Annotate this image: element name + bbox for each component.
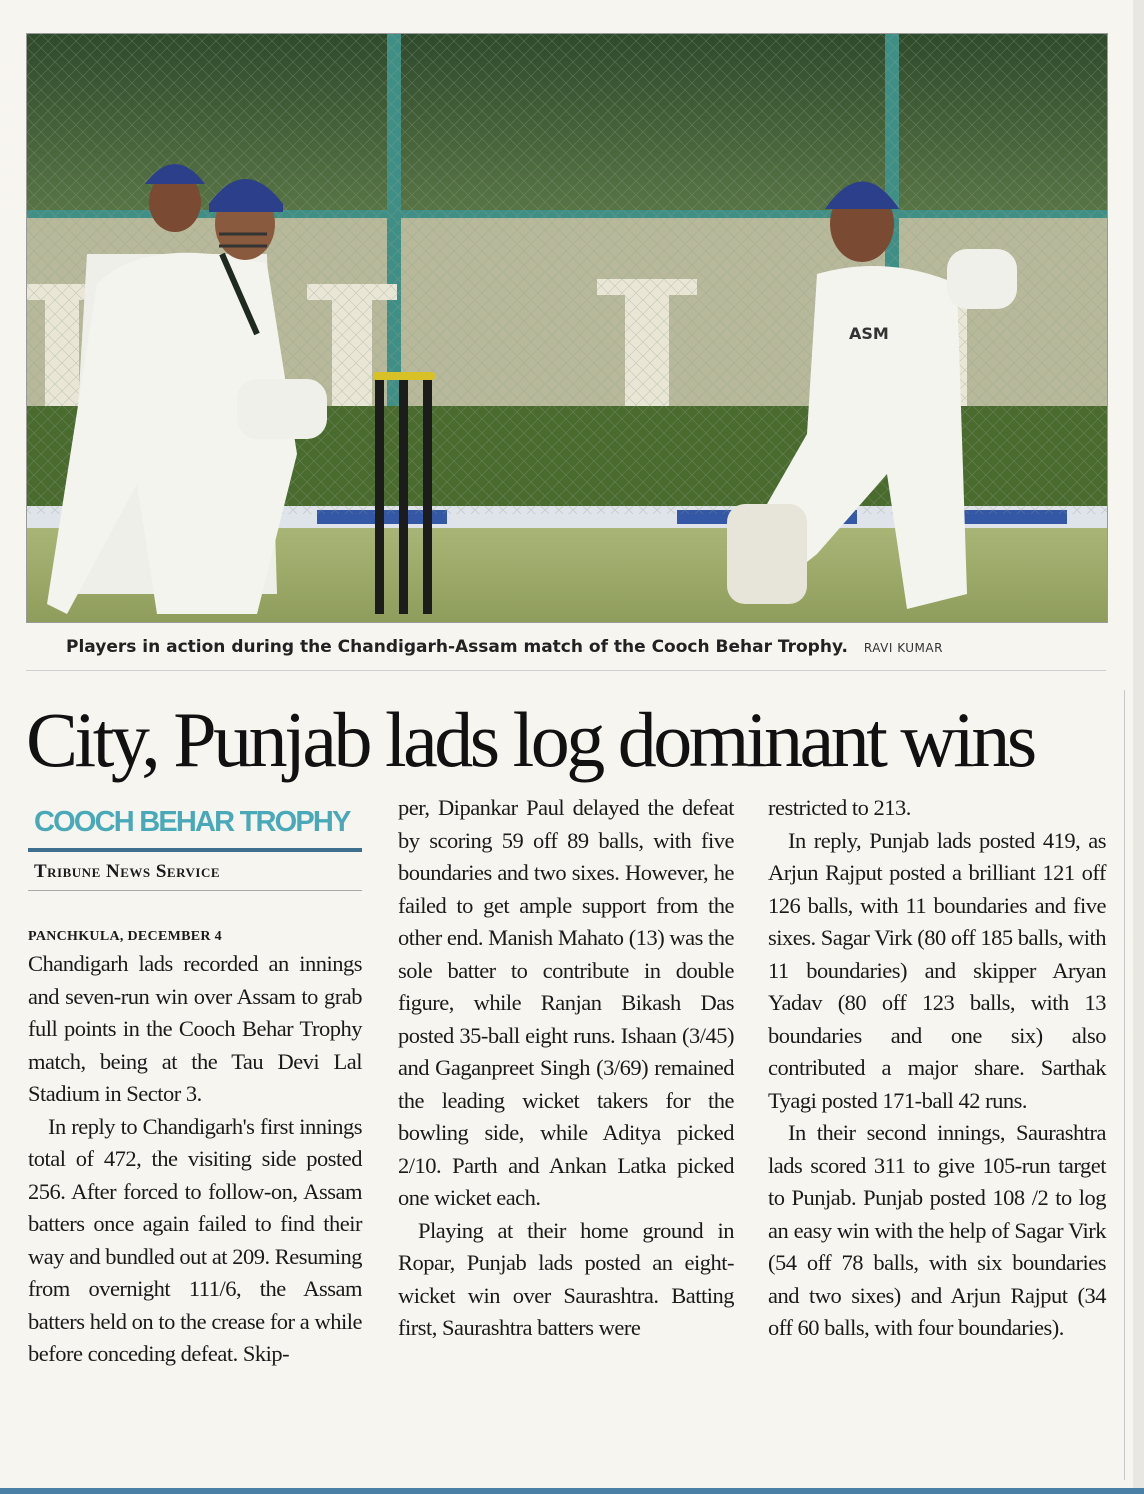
paragraph: In reply, Punjab lads posted 419, as Arjun Rajput posted a brilliant 121 off 126 balls, with 11 boundaries and five sixes. Sagar Virk (80 off 185 balls, with 11 boundaries) and skipper Aryan Yadav (80 off 123 balls, with 13 boundaries and one six) also contributed a major share. Sarthak Tyagi posted 171-ball 42 runs. [768, 827, 1106, 1113]
byline-divider [28, 890, 362, 891]
column-side-rule [1124, 690, 1125, 1480]
headline: City, Punjab lads log dominant wins [26, 696, 1034, 783]
photo-caption [26, 630, 1106, 664]
caption-divider [26, 670, 1106, 671]
section-kicker: COOCH BEHAR TROPHY [28, 800, 362, 852]
paragraph: restricted to 213. [768, 795, 911, 820]
caption-text: Players in action during the Chandigarh-Assam match of the Cooch Behar Trophy. [66, 637, 848, 657]
paragraph: per, Dipankar Paul delayed the defeat by scoring 59 off 89 balls, with five boundaries and two sixes. However, he failed to get ample support from the other end. Manish Mahato (13) was the sole batter to contribute in double figure, while Ranjan Bikash Das posted 35-ball eight runs. Ishaan (3/45) and Gaganpreet Singh (3/69) remained the leading wicket takers for the bowling side, while Aditya picked 2/10. Parth and Ankan Latka picked one wicket each. [398, 795, 734, 1210]
page-edge-strip [1133, 0, 1144, 1494]
paragraph: In reply to Chandigarh's first innings total of 472, the visiting side posted 256. After forced to follow-on, Assam batters once again failed to find their way and bundled out at 209. Resuming from overnight 111/6, the Assam batters held on to the crease for a while before conceding defeat. Skip- [28, 1113, 362, 1366]
page-bottom-bar [0, 1488, 1144, 1494]
paragraph: Playing at their home ground in Ropar, Punjab lads posted an eight-wicket win over Saurashtra. Batting first, Saurashtra batters were [398, 1217, 734, 1340]
svg-text:ASM: ASM [849, 324, 889, 343]
paragraph: Chandigarh lads recorded an innings and seven-run win over Assam to grab full points in the Cooch Behar Trophy match, being at the Tau Devi Lal Stadium in Sector 3. [28, 951, 362, 1106]
match-photo [26, 33, 1108, 623]
dateline: PANCHKULA, DECEMBER 4 [28, 929, 222, 944]
article-column-3 [768, 792, 1106, 1345]
article-column-1 [28, 926, 362, 1371]
article-column-2 [398, 792, 734, 1345]
byline-service: Tribune News Service [34, 861, 221, 882]
paragraph: In their second innings, Saurashtra lads scored 311 to give 105-run target to Punjab. Punjab posted 108 /2 to log an easy win with the help of Sagar Virk (54 off 78 balls, with six boundaries and two sixes) and Arjun Rajput (34 off 60 balls, with four boundaries). [768, 1120, 1106, 1340]
stumps-icon [373, 372, 435, 614]
photo-credit: RAVI KUMAR [863, 641, 943, 655]
